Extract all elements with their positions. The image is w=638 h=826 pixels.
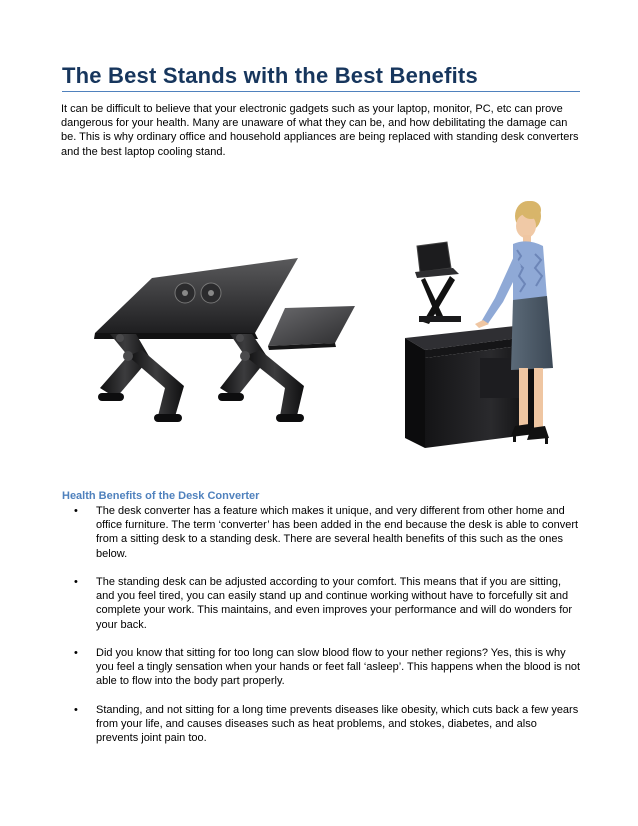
list-item <box>62 703 582 746</box>
list-item-text: The desk converter has a feature which makes it unique, and very different from other home and office furniture. The term ‘converter’ has been added in the end because the desk is able to convert from a sitting desk to a standing desk. There are several health benefits of this such as the ones below. <box>96 505 579 560</box>
list-item-text: Did you know that sitting for too long can slow blood flow to your nether regions? Yes, this is why you feel a tingly sensation when your hands or feet fall ‘asleep’. This happens when the blood is not able to flow into the body part properly. <box>96 647 581 688</box>
bullet-icon: • <box>74 576 78 588</box>
standing-desk-image <box>395 198 580 460</box>
list-item <box>62 646 582 689</box>
desk-body <box>405 338 425 448</box>
woman-skirt <box>511 296 553 370</box>
list-item <box>62 504 582 561</box>
benefits-list <box>62 504 582 760</box>
list-item-text: Standing, and not sitting for a long time prevents diseases like obesity, which cuts back a few years from your life, and causes diseases such as heat problems, and stokes, diabetes, and also prevents joint pain too. <box>96 703 579 745</box>
laptop-screen <box>417 242 451 272</box>
bullet-icon: • <box>74 647 78 659</box>
mouse-pad <box>268 306 355 346</box>
bullet-icon: • <box>74 505 78 517</box>
list-item <box>62 575 582 632</box>
laptop-stand-image <box>80 238 365 428</box>
section-heading: Health Benefits of the Desk Converter <box>62 490 260 502</box>
list-item-text: The standing desk can be adjusted according to your comfort. This means that if you are sitting, and you feel tired, you can easily stand up and continue working without have to forcefully sit and complete your work. This maintains, and even improves your performance and will do wonders for your back. <box>96 576 573 631</box>
intro-paragraph: It can be difficult to believe that your electronic gadgets such as your laptop, monitor, PC, etc can prove dangerous for your health. Many are unaware of what they can be, and how debilitating the damage can be. This is why ordinary office and household appliances are being replaced with standing desk converters and the best laptop cooling stand. <box>61 103 579 158</box>
stand-tabletop <box>95 258 298 333</box>
bullet-icon: • <box>74 703 78 716</box>
title-underline <box>62 91 580 92</box>
page-title: The Best Stands with the Best Benefits <box>62 63 478 88</box>
